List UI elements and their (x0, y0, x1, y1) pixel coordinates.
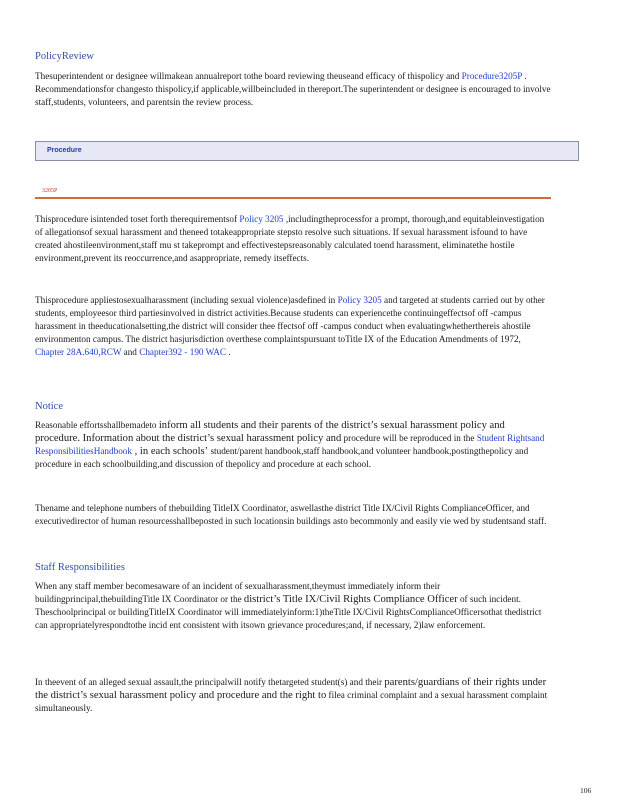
student-rights-handbook-link[interactable]: Student Rightsand ResponsibilitiesHandbook (35, 433, 545, 456)
procedure-intro-paragraph-1 (35, 213, 551, 265)
policy-3205-link-2[interactable]: Policy 3205 (337, 295, 382, 305)
text-run: student/parent handbook,staff handbook,and volunteer handbook,postingthepolicy and procedure in each schoolbuilding,and discussion of thepolicy and procedure at each school. (35, 446, 529, 469)
text-run: district’s Title IX/Civil Rights Compliance Officer (243, 594, 458, 605)
staff-paragraph-1 (35, 580, 551, 632)
text-run: In theevent of an alleged sexual assault,the principalwill notify thetargeted student(s) and their (35, 677, 385, 687)
text-run: When any staff member becomesaware of an incident of sexualharassment,theymust immediately inform their buildingprincipal,thebuildingTitle IX Coordinator or the (35, 581, 441, 604)
page-number: 106 (580, 786, 592, 795)
notice-paragraph-1 (35, 419, 551, 471)
text-run: . (226, 347, 231, 357)
procedure-3205p-link[interactable]: Procedure3205P (461, 71, 523, 81)
chapter-28a-link[interactable]: Chapter 28A.640,RCW (35, 347, 122, 357)
text-run: ,includingtheprocessfor a prompt, thorough,and equitableinvestigation of allegationsof sexual harassment and theneed totakeappropriate stepsto resolve such situations. If sexual harassment isfound to have created ahostileenvironment,staff mu st takeprompt and effectivestepsreasonably calculated toend harassment, eliminatethe hostile environment,prevent its reoccurrence,and asappropriate, remedy itseffects. (35, 214, 545, 263)
policy-review-heading: PolicyReview (35, 51, 94, 62)
notice-heading: Notice (35, 401, 63, 412)
text-run: filea criminal complaint and a sexual harassment complaint simultaneously. (35, 690, 548, 713)
text-run: Thesuperintendent or designee willmakean annualreport tothe board reviewing theuseand efficacy of thispolicy and (35, 71, 462, 81)
text-run: procedure will be reproduced in the (341, 433, 477, 443)
text-run: Reasonable effortsshallbemadeto (35, 420, 159, 430)
text-run: inform all students and their parents of the district’s sexual harassment policy and procedure. Information about the district’s sexual harassment policy and (35, 420, 505, 444)
text-run: and (121, 347, 140, 357)
staff-responsibilities-heading: Staff Responsibilities (35, 562, 125, 573)
text-run: of such incident. Theschoolprincipal or buildingTitleIX Coordinator will immediatelyinform:1)theTitle IX/Civil RightsComplianceOfficersothat thedistrict can appropriatelyrespondtothe incid ent consistent with itsown grievance procedures;and, if necessary, 2)law enforcement. (35, 594, 542, 630)
procedure-intro-paragraph-2 (35, 294, 551, 359)
procedure-banner (35, 141, 579, 161)
text-run: Thisprocedure isintended toset forth therequirementsof (35, 214, 240, 224)
policy-review-paragraph (35, 70, 551, 109)
section-divider (35, 197, 551, 199)
procedure-tag: 3205P (42, 188, 58, 194)
policy-3205-link[interactable]: Policy 3205 (239, 214, 284, 224)
procedure-label: Procedure (47, 147, 82, 154)
text-run: parents/guardians of their rights under the district’s sexual harassment policy and procedure and the right to (35, 677, 547, 701)
text-run: . Recommendationsfor changesto thispolicy,if applicable,willbeincluded in thereport.The superintendent or designee is encouraged to involve staff,students, volunteers, and parentsin the review process. (35, 71, 551, 107)
text-run: and targeted at students carried out by other students, employeesor third partiesinvolved in district activities.Because students can experiencethe continuingeffectsof off -campus harassment in theeducationalsetting,the district will consider thee ffectsof off -campus conduct when evaluatingwhetherthereis ahostile environmenton campus. The district hasjurisdiction overthese complaintspursuant toTitle IX of the Education Amendments of 1972, (35, 295, 545, 344)
text-run: Thisprocedure appliestosexualharassment (including sexual violence)asdefined in (35, 295, 338, 305)
text-run: , in each schools’ (131, 446, 209, 457)
staff-paragraph-2 (35, 676, 551, 715)
chapter-392-link[interactable]: Chapter392 - 190 WAC (139, 347, 227, 357)
notice-paragraph-2: Thename and telephone numbers of thebuilding TitleIX Coordinator, aswellasthe district Title IX/Civil Rights ComplianceOfficer, and executivedirector of human resourcesshallbeposted in such locationsin buildings asto becommonly and easily vie wed by studentsand staff. (35, 503, 547, 526)
